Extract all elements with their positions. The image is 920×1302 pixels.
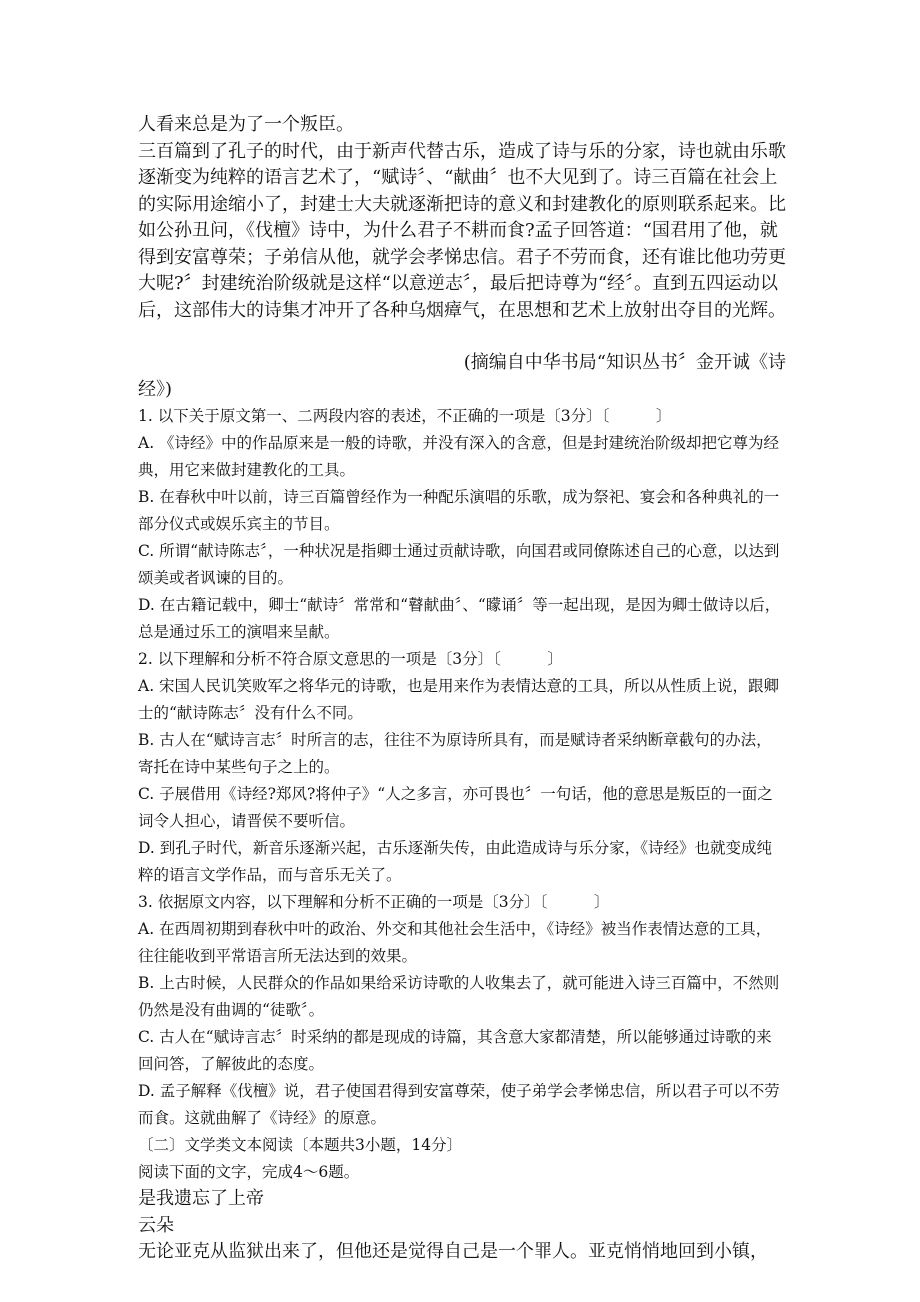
question-2-option-a: A. 宋国人民讥笑败军之将华元的诗歌，也是用来作为表情达意的工具，所以从性质上说，跟卿士的“献诗陈志〞没有什么不同。 <box>138 677 780 722</box>
question-3-option-b: B. 上古时候，人民群众的作品如果给采访诗歌的人收集去了，就可能进入诗三百篇中，不然则仍然是没有曲调的“徒歌〞。 <box>138 974 780 1019</box>
passage-paragraph: 三百篇到了孔子的时代，由于新声代替古乐，造成了诗与乐的分家，诗也就由乐歌逐渐变为纯粹的语言艺术了，“赋诗〞、“献曲〞也不大见到了。诗三百篇在社会上的实际用途缩小了，封建士大夫就逐渐把诗的意义和封建教化的原则联系起来。比如公孙丑问，《伐檀》诗中，为什么君子不耕而食?孟子回答道：“国君用了他，就得到安富尊荣；子弟信从他，就学会孝悌忠信。君子不劳而食，还有谁比他功劳更大呢?〞封建统治阶级就是这样“以意逆志〞，最后把诗尊为“经〞。直到五四运动以后，这部伟大的诗集才冲开了各种乌烟瘴气，在思想和艺术上放射出夺目的光辉。 <box>138 140 786 321</box>
question-3-option-a: A. 在西周初期到春秋中叶的政治、外交和其他社会生活中，《诗经》被当作表情达意的工具，往往能收到平常语言所无法达到的效果。 <box>138 920 772 965</box>
story-first-line: 无论亚克从监狱出来了，但他还是觉得自己是一个罪人。亚克悄悄地回到小镇， <box>138 1241 768 1262</box>
story-author: 云朵 <box>138 1214 174 1236</box>
question-2-option-d: D. 到孔子时代，新音乐逐渐兴起，古乐逐渐失传，由此造成诗与乐分家，《诗经》也就变成纯粹的语言文学作品，而与音乐无关了。 <box>138 839 772 884</box>
question-1-option-b: B. 在春秋中叶以前，诗三百篇曾经作为一种配乐演唱的乐歌，成为祭祀、宴会和各种典礼的一部分仪式或娱乐宾主的节目。 <box>138 488 780 533</box>
source-citation: (摘编自中华书局“知识丛书〞金开诚《诗 <box>463 352 786 373</box>
source-citation-cont: 经》) <box>138 378 173 400</box>
question-3-option-d: D. 孟子解释《伐檀》说，君子使国君得到安富尊荣，使子弟学会孝悌忠信，所以君子可以不劳而食。这就曲解了《诗经》的原意。 <box>138 1082 780 1127</box>
question-2-option-c: C. 子展借用《诗经?郑风?将仲子》“人之多言，亦可畏也〞一句话，他的意思是叛臣的一面之词令人担心，请晋侯不要听信。 <box>138 785 773 830</box>
blank-line <box>138 324 786 350</box>
passage-line: 人看来总是为了一个叛臣。 <box>138 114 354 135</box>
question-2-stem: 2. 以下理解和分析不符合原文意思的一项是〔3分〕〔 〕 <box>138 650 563 668</box>
question-2-option-b: B. 古人在“赋诗言志〞时所言的志，往往不为原诗所具有，而是赋诗者采纳断章截句的办法，寄托在诗中某些句子之上的。 <box>138 731 772 776</box>
question-1-option-a: A. 《诗经》中的作品原来是一般的诗歌，并没有深入的含意，但是封建统治阶级却把它尊为经典，用它来做封建教化的工具。 <box>138 434 780 479</box>
question-3-stem: 3. 依据原文内容，以下理解和分析不正确的一项是〔3分〕〔 〕 <box>138 893 610 911</box>
question-1-option-c: C. 所谓“献诗陈志〞，一种状况是指卿士通过贡献诗歌，向国君或同僚陈述自己的心意，以达到颂美或者讽谏的目的。 <box>138 542 780 587</box>
document-page <box>138 112 786 1266</box>
section-instruction: 阅读下面的文字，完成4～6题。 <box>138 1163 360 1181</box>
question-1-stem: 1. 以下关于原文第一、二两段内容的表述，不正确的一项是〔3分〕〔 〕 <box>138 407 672 425</box>
question-3-option-c: C. 古人在“赋诗言志〞时采纳的都是现成的诗篇，其含意大家都清楚，所以能够通过诗歌的来回问答，了解彼此的态度。 <box>138 1028 772 1073</box>
story-title: 是我遗忘了上帝 <box>138 1188 264 1209</box>
question-1-option-d: D. 在古籍记载中，卿士“献诗〞常常和“瞽献曲〞、“矇诵〞等一起出现，是因为卿士做诗以后，总是通过乐工的演唱来呈献。 <box>138 596 781 641</box>
section-heading: 〔二〕文学类文本阅读〔本题共3小题，14分〕 <box>138 1136 463 1154</box>
